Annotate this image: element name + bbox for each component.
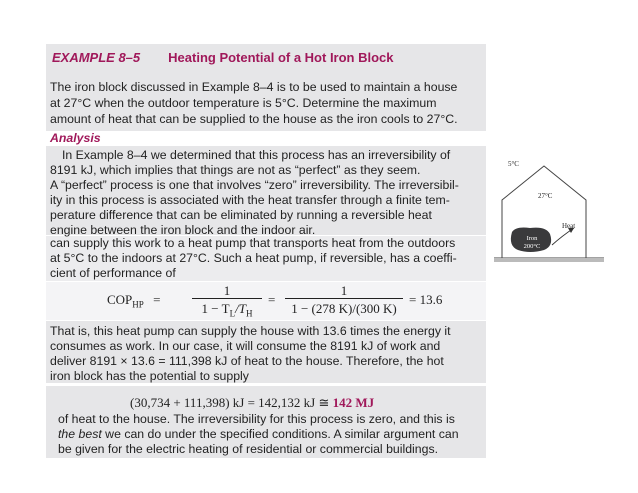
cop-lhs (107, 292, 160, 310)
para1-line-4: ity in this process is associated with the heat transfer through a finite tem- (50, 193, 450, 207)
para4-line-1: of heat to the house. The irreversibility for this process is zero, and this is (58, 412, 455, 426)
statement-line-3: amount of heat that can be supplied to the house as the iron cools to 27°C. (50, 112, 458, 126)
para1-line-3: A “perfect” process is one that involves “zero” irreversibility. The irreversibil- (50, 178, 459, 192)
statement-line-1: The iron block discussed in Example 8–4 is to be used to maintain a house (50, 80, 458, 94)
para4-line-3: be given for the electric heating of residential or commercial buildings. (58, 442, 439, 456)
cop-den1-a: 1 − T (201, 301, 230, 316)
para4-rest: we can do under the specified conditions. A similar argument can (101, 427, 459, 441)
para1-line-6: engine between the iron block and the indoor air. (50, 223, 316, 237)
heat-label: Heat (562, 222, 576, 230)
iron-block-label-2: 200°C (523, 243, 541, 250)
para1-line-1: In Example 8–4 we determined that this process has an irreversibility of (62, 148, 451, 162)
cop-den-1 (192, 301, 262, 319)
cop-lhs-sub: HP (132, 299, 144, 310)
para1-line-2: 8191 kJ, which implies that things are not as “perfect” as they seem. (50, 163, 421, 177)
outdoor-temp-label: 5°C (508, 160, 519, 168)
para2-line-3: cient of performance of (50, 266, 176, 280)
indoor-temp-label: 27°C (538, 192, 553, 200)
para1-line-5: perature difference that can be eliminated by running a reversible heat (50, 208, 432, 222)
statement-line-2: at 27°C when the outdoor temperature is 5°C. Determine the maximum (50, 96, 437, 110)
iron-block-label (517, 235, 547, 251)
cop-result: = 13.6 (409, 292, 443, 307)
cop-fracline-1 (192, 298, 262, 299)
cop-den1-c: /T (235, 301, 246, 316)
total-expr-text: (30,734 + 111,398) kJ = 142,132 kJ ≅ (130, 395, 333, 410)
para3-line-2: consumes as work. In our case, it will consume the 8191 kJ of work and (50, 339, 441, 353)
analysis-heading: Analysis (50, 131, 101, 145)
cop-num-2: 1 (340, 283, 348, 298)
example-title: Heating Potential of a Hot Iron Block (168, 50, 394, 65)
cop-num-1: 1 (223, 283, 231, 298)
total-expression (130, 395, 374, 411)
total-answer: 142 MJ (332, 395, 375, 410)
para3-line-1: That is, this heat pump can supply the house with 13.6 times the energy it (50, 324, 451, 338)
example-number: EXAMPLE 8–5 (52, 50, 141, 65)
cop-den-2: 1 − (278 K)/(300 K) (291, 301, 397, 316)
cop-eq-1: = (153, 292, 161, 307)
cop-den1-d: H (245, 308, 253, 319)
cop-den1-b: L (229, 308, 236, 319)
cop-eq-2: = (268, 292, 276, 307)
cop-lhs-text: COP (107, 292, 133, 307)
para3-line-4: iron block has the potential to supply (50, 369, 249, 383)
iron-block-label-1: Iron (526, 235, 538, 242)
house-outline (494, 166, 604, 262)
cop-fracline-2 (285, 298, 403, 299)
heat-arrow-icon (552, 228, 574, 245)
example-title-row (52, 50, 394, 65)
para4-line-2 (58, 427, 459, 442)
para4-italic: the best (58, 427, 102, 441)
para2-line-1: can supply this work to a heat pump that transports heat from the outdoors (50, 236, 456, 250)
para2-line-2: at 5°C to the indoors at 27°C. Such a heat pump, if reversible, has a coeffi- (50, 251, 457, 265)
para3-line-3: deliver 8191 × 13.6 = 111,398 kJ of heat to the house. Therefore, the hot (50, 354, 444, 368)
